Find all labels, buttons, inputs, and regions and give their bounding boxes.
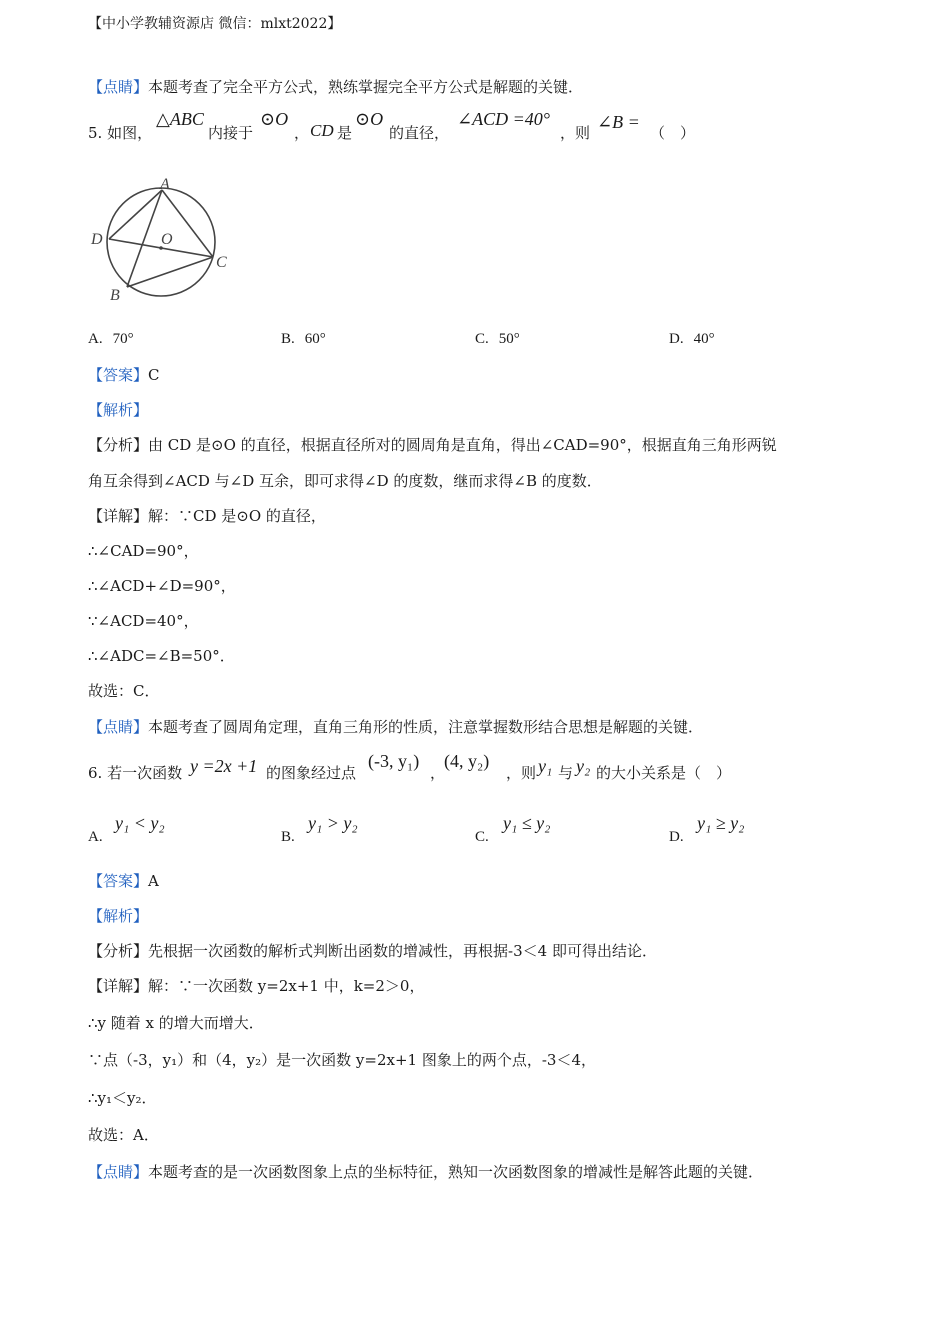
q5-fenxi-1 [88,435,777,455]
q5-answer [88,365,160,385]
q5-text-1: 内接于 [208,124,254,142]
q6-point-2: (4, y₂) [444,751,490,771]
dianjing-tag: 【点睛】 [88,1163,149,1181]
q6-option-d-value: y₁ ≥ y₂ [697,813,745,833]
q6-option-b [281,826,295,847]
q5-paren: （ ） [650,124,696,142]
option-letter: C. [475,829,489,845]
q6-answer [88,871,159,891]
q5-text-2: ， [294,124,310,142]
xiangjie-text: 解：∵CD 是⊙O 的直径， [148,507,326,525]
label-c: C [216,254,227,271]
q6-option-a-value: y₁ < y₂ [115,813,165,833]
q5-xiangjie-line-2: ∴∠ACD+∠D=90°， [88,577,236,595]
q5-text-4: 的直径， [389,124,450,142]
q5-xiangjie-line-1: ∴∠CAD=90°， [88,542,199,560]
circle-figure [85,170,245,310]
q6-y1: y₁ [538,756,553,776]
segment-ad [109,190,162,239]
q6-function: y =2x +1 [190,756,258,776]
q5-triangle: △ABC [156,109,204,129]
q6-text-2: ， [430,764,446,782]
segment-ab [127,190,162,287]
fenxi-tag: 【分析】 [88,942,149,960]
option-letter: D. [669,829,684,845]
q6-text-1: 的图象经过点 [266,764,357,782]
q6-text-4: 与 [558,764,574,782]
q6-xiangjie-line-0 [88,976,424,996]
q5-text-5: ，则 [560,124,591,142]
q5-option-d [669,329,715,349]
answer-tag: 【答案】 [88,366,149,384]
label-b: B [110,287,120,304]
q5-angle-b: ∠B = [597,112,640,132]
dianjing-tag: 【点睛】 [88,78,149,96]
q6-option-c [475,826,489,847]
q6-num: 6. 若一次函数 [88,764,183,782]
q5-num: 5. 如图， [88,124,153,142]
q5-xiangjie-line-5: 故选：C． [88,682,160,700]
xiangjie-tag: 【详解】 [88,507,149,525]
q6-xiangjie-line-3: ∴y₁＜y₂． [88,1089,157,1107]
answer-tag: 【答案】 [88,872,149,890]
q6-option-d [669,826,684,847]
option-value: 50° [498,331,520,347]
q5-circle-2: ⊙O [355,109,384,129]
q6-xiangjie-line-4: 故选：A． [88,1126,159,1144]
dianjing-text: 本题考查了圆周角定理，直角三角形的性质，注意掌握数形结合思想是解题的关键． [148,718,704,736]
q5-fenxi-2: 角互余得到∠ACD 与∠D 互余，即可求得∠D 的度数，继而求得∠B 的度数． [88,472,602,490]
fenxi-text: 由 CD 是⊙O 的直径，根据直径所对的圆周角是直角，得出∠CAD=90°，根据直角三角形两锐 [148,436,777,454]
q6-option-b-value: y₁ > y₂ [308,813,358,833]
page-header: 【中小学教辅资源店 微信：mlxt2022】 [88,16,342,32]
option-value: 60° [304,331,326,347]
option-letter: B. [281,331,295,347]
q6-xiangjie-line-2: ∵点（-3，y₁）和（4，y₂）是一次函数 y=2x+1 图象上的两个点，-3＜4， [88,1051,596,1069]
dianjing-text: 本题考查了完全平方公式，熟练掌握完全平方公式是解题的关键． [148,78,584,96]
q5-xiangjie-line-4: ∴∠ADC=∠B=50°． [88,647,235,665]
option-value: 70° [112,331,134,347]
q6-y2: y₂ [576,756,591,776]
option-letter: D. [669,331,684,347]
xiangjie-text: 解：∵一次函数 y=2x+1 中，k=2＞0， [148,977,425,995]
q6-option-a [88,826,103,847]
q6-text-5: 的大小关系是（ ） [596,764,732,782]
q5-circle-1: ⊙O [260,109,289,129]
q6-fenxi [88,941,657,961]
xiangjie-tag: 【详解】 [88,977,149,995]
q6-jiexi-tag: 【解析】 [88,907,149,925]
q5-option-c [475,329,520,349]
option-value: 40° [693,331,715,347]
q5-xiangjie-line-3: ∵∠ACD=40°， [88,612,199,630]
label-d: D [91,231,103,248]
q5-jiexi-tag: 【解析】 [88,401,149,419]
prev-dianjing [88,77,583,97]
label-o: O [161,231,173,248]
dianjing-tag: 【点睛】 [88,718,149,736]
q6-text-3: ，则 [506,764,537,782]
q6-xiangjie-line-1: ∴y 随着 x 的增大而增大． [88,1014,264,1032]
dianjing-text: 本题考查的是一次函数图象上点的坐标特征，熟知一次函数图象的增减性是解答此题的关键． [148,1163,764,1181]
q5-option-a [88,329,134,349]
q5-text-3: 是 [337,124,353,142]
q5-xiangjie-line-0 [88,506,326,526]
fenxi-tag: 【分析】 [88,436,149,454]
q6-point-1: (-3, y₁) [368,751,420,771]
option-letter: A. [88,331,103,347]
fenxi-text: 先根据一次函数的解析式判断出函数的增减性，再根据-3＜4 即可得出结论． [148,942,657,960]
q5-cd: CD [310,121,334,140]
q5-option-b [281,329,326,349]
segment-bc [127,257,213,287]
q5-dianjing [88,717,703,737]
q6-option-c-value: y₁ ≤ y₂ [503,813,551,833]
answer-value: A [148,872,159,890]
q5-angle: ∠ACD =40° [457,109,550,129]
option-letter: C. [475,331,489,347]
q6-dianjing [88,1162,763,1182]
option-letter: A. [88,829,103,845]
answer-value: C [148,366,160,384]
label-a: A [160,176,170,193]
option-letter: B. [281,829,295,845]
